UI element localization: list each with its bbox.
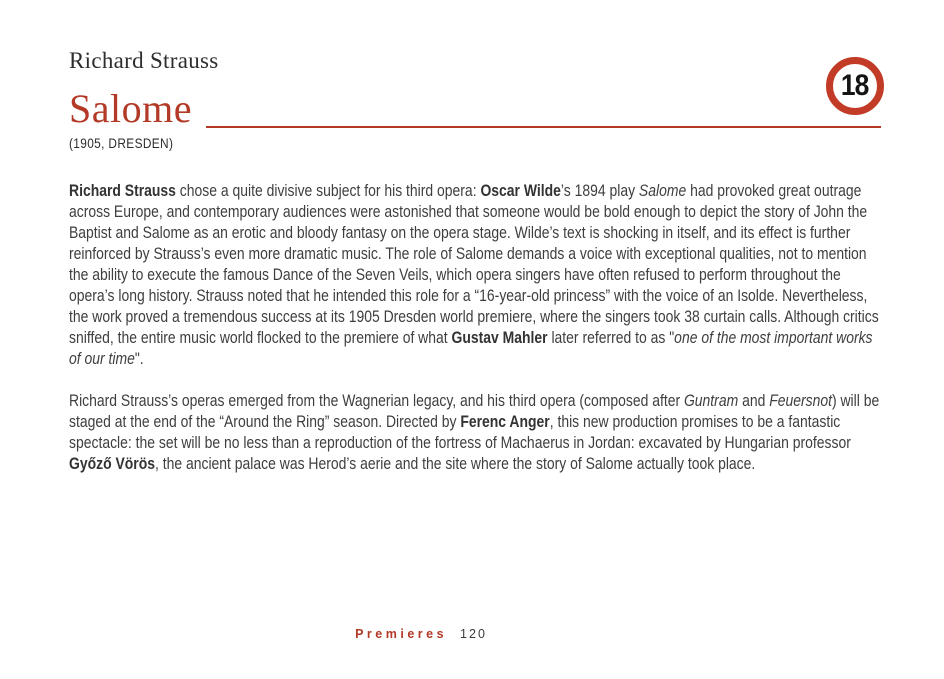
footer-page-number: 120: [460, 627, 487, 641]
page-footer: [0, 627, 893, 641]
composer-name: Richard Strauss: [69, 48, 219, 73]
body-text: [69, 180, 880, 495]
age-rating-number: 18: [841, 69, 869, 102]
premiere-year-city: (1905, DRESDEN): [69, 135, 174, 151]
paragraph: Richard Strauss’s operas emerged from the Wagnerian legacy, and his third opera (composed after Guntram and Feuersnot) will be staged at the end of the “Around the Ring” season. Directed by Ferenc Anger, this new production promises to be a fantastic spectacle: the set will be no less than a reproduction of the fortress of Machaerus in Jordan: excavated by Hungarian professor Győző Vörös, the ancient palace was Herod’s aerie and the site where the story of Salome actually took place.: [69, 391, 880, 473]
footer-section-label: Premieres: [355, 627, 448, 641]
paragraph: Richard Strauss chose a quite divisive subject for his third opera: Oscar Wilde’s 1894 play Salome had provoked great outrage across Europe, and contemporary audiences were astonished that someone would be bold enough to depict the story of John the Baptist and Salome as an erotic and bloody fantasy on the opera stage. Wilde’s text is shocking in itself, and its effect is further reinforced by Strauss’s even more dramatic music. The role of Salome demands a voice with exceptional qualities, not to mention the ability to execute the famous Dance of the Seven Veils, which opera singers have often refused to perform throughout the opera’s long history. Strauss noted that he intended this role for a “16-year-old princess” with the voice of an Isolde. Nevertheless, the work proved a tremendous success at its 1905 Dresden world premiere, where the singers took 38 curtain calls. Although critics sniffed, the entire music world flocked to the premiere of what Gustav Mahler later referred to as "one of the most important works of our time".: [69, 181, 879, 368]
opera-title: Salome: [69, 86, 192, 131]
title-rule: [206, 126, 881, 128]
age-rating-badge: [826, 57, 884, 115]
